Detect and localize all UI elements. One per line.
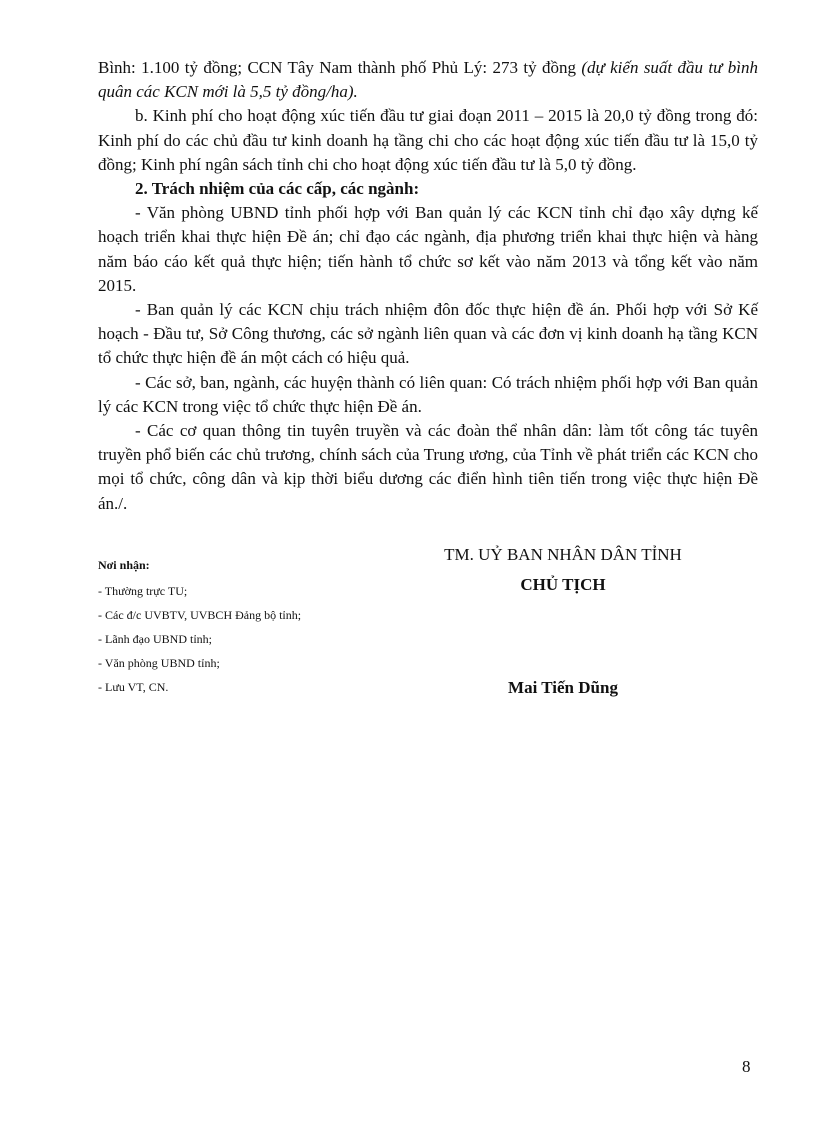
signature-block (400, 540, 726, 698)
paragraph-departments: - Các sở, ban, ngành, các huyện thành có liên quan: Có trách nhiệm phối hợp với Ban quản lý các KCN trong việc tổ chức thực hiện Đề án. (98, 372, 758, 416)
recipient-item: - Các đ/c UVBTV, UVBCH Đảng bộ tỉnh; (98, 608, 302, 622)
recipients-block (98, 553, 398, 699)
recipient-item: - Lãnh đạo UBND tỉnh; (98, 632, 212, 646)
section-heading: 2. Trách nhiệm của các cấp, các ngành: (135, 179, 420, 199)
body-text (98, 56, 758, 516)
paragraph-text: Bình: 1.100 tỷ đồng; CCN Tây Nam thành phố Phủ Lý: 273 tỷ đồng (98, 58, 582, 77)
recipient-item: - Lưu VT, CN. (98, 680, 169, 694)
recipients-heading: Nơi nhận: (98, 558, 150, 572)
paragraph-media: - Các cơ quan thông tin tuyên truyền và các đoàn thể nhân dân: làm tốt công tác tuyên truyền phổ biến các chủ trương, chính sách của Trung ương, của Tỉnh về phát triển các KCN cho mọi tổ chức, công dân và kịp thời biểu dương các điển hình tiên tiến trong việc thực hiện Đề án./. (98, 421, 758, 513)
signature-organization: TM. UỶ BAN NHÂN DÂN TỈNH (444, 545, 682, 564)
page-number: 8 (742, 1057, 751, 1076)
recipient-item: - Văn phòng UBND tỉnh; (98, 656, 220, 670)
italic-note: (dự kiến suất đầu tư bình quân các KCN mới là 5,5 tỷ đồng/ha). (98, 58, 758, 102)
paragraph-continuation (98, 56, 758, 104)
signatory-name: Mai Tiến Dũng (508, 678, 618, 697)
signature-title: CHỦ TỊCH (520, 575, 606, 594)
paragraph-office: - Văn phòng UBND tỉnh phối hợp với Ban quản lý các KCN tỉnh chỉ đạo xây dựng kế hoạch triển khai thực hiện Đề án; chỉ đạo các ngành, địa phương triển khai thực hiện và hàng năm báo cáo kết quả thực hiện; tiến hành tổ chức sơ kết vào năm 2013 và tổng kết vào năm 2015. (98, 203, 758, 295)
paragraph-management-board: - Ban quản lý các KCN chịu trách nhiệm đôn đốc thực hiện đề án. Phối hợp với Sở Kế hoạch - Đầu tư, Sở Công thương, các sở ngành liên quan và các đơn vị kinh doanh hạ tầng KCN tổ chức thực hiện đề án một cách có hiệu quả. (98, 300, 758, 368)
recipient-item: - Thường trực TU; (98, 584, 188, 598)
paragraph-funding: b. Kinh phí cho hoạt động xúc tiến đầu tư giai đoạn 2011 – 2015 là 20,0 tỷ đồng trong đó: Kinh phí do các chủ đầu tư kinh doanh hạ tầng chi cho các hoạt động xúc tiến đầu tư là 15,0 tỷ đồng; Kinh phí ngân sách tỉnh chi cho hoạt động xúc tiến đầu tư là 5,0 tỷ đồng. (98, 106, 758, 174)
